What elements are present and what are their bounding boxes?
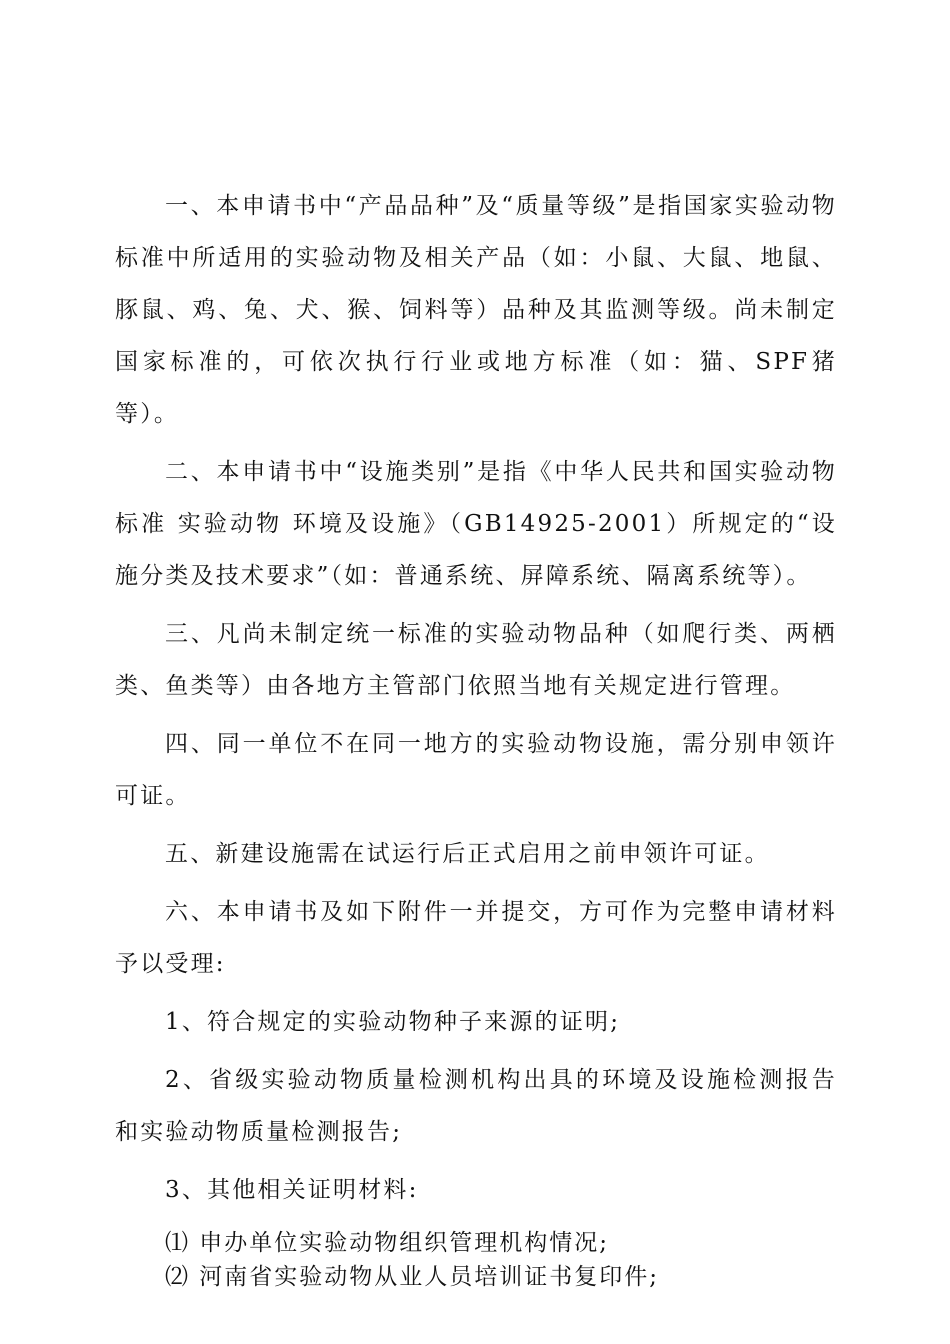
paragraph-6: 六、本申请书及如下附件一并提交，方可作为完整申请材料予以受理: — [115, 899, 837, 977]
sub-item-2: ⑵ 河南省实验动物从业人员培训证书复印件; — [165, 1264, 660, 1290]
paragraph-4: 四、同一单位不在同一地方的实验动物设施，需分别申领许可证。 — [115, 731, 837, 809]
paragraph-1: 一、本申请书中“产品品种”及“质量等级”是指国家实验动物标准中所适用的实验动物及相关产品（如：小鼠、大鼠、地鼠、豚鼠、鸡、兔、犬、猴、饲料等）品种及其监测等级。尚未制定国家标准的，可依次执行行业或地方标准（如：猫、SPF猪等）。 — [115, 193, 837, 427]
document-body — [115, 180, 837, 1294]
attachment-item-2: 2、省级实验动物质量检测机构出具的环境及设施检测报告和实验动物质量检测报告; — [115, 1067, 837, 1145]
paragraph-2: 二、本申请书中“设施类别”是指《中华人民共和国实验动物标准 实验动物 环境及设施》（GB14925-2001）所规定的“设施分类及技术要求”（如：普通系统、屏障系统、隔离系统等）。 — [115, 459, 837, 589]
attachment-item-1: 1、符合规定的实验动物种子来源的证明; — [165, 1009, 621, 1035]
paragraph-3: 三、凡尚未制定统一标准的实验动物品种（如爬行类、两栖类、鱼类等）由各地方主管部门依照当地有关规定进行管理。 — [115, 621, 837, 699]
attachment-item-3: 3、其他相关证明材料: — [165, 1177, 419, 1203]
sub-item-1: ⑴ 申办单位实验动物组织管理机构情况; — [165, 1230, 610, 1256]
paragraph-5: 五、新建设施需在试运行后正式启用之前申领许可证。 — [165, 841, 770, 867]
